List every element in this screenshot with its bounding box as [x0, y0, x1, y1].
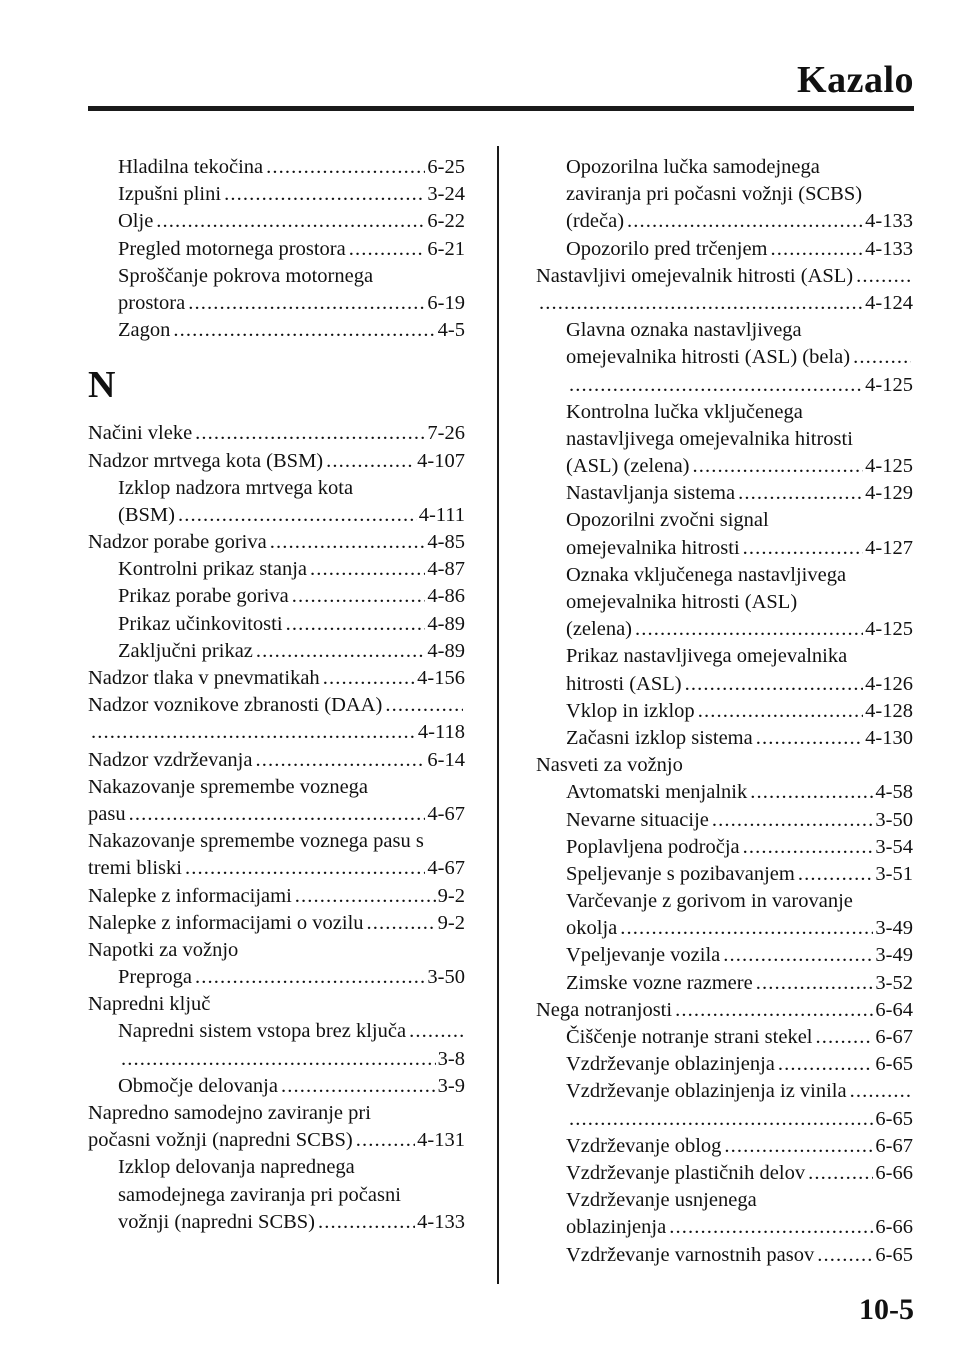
index-entry-text: Vzdrževanje usnjenega: [566, 1189, 757, 1212]
dot-leader: [195, 964, 425, 991]
index-page-ref: 3-51: [875, 862, 913, 885]
index-subentry: [536, 671, 913, 698]
index-entry-text: Nadzor vzdrževanja: [88, 748, 253, 771]
index-subentry: [88, 1209, 465, 1236]
index-entry-text: Nakazovanje spremembe voznega: [88, 775, 369, 798]
index-subentry: [88, 154, 465, 181]
index-entry-text: Nasveti za vožnjo: [536, 754, 683, 777]
index-subentry: [88, 1154, 465, 1181]
index-entry-text: Hladilna tekočina: [118, 156, 264, 178]
index-page-ref: 4-130: [865, 726, 913, 749]
index-subentry: [536, 915, 913, 942]
index-page-ref: 3-49: [875, 917, 913, 940]
dot-leader: [129, 801, 426, 828]
dot-leader: [724, 1133, 873, 1160]
dot-leader: [195, 420, 425, 447]
index-subentry: [536, 589, 913, 616]
index-entry-text: Prikaz nastavljivega omejevalnika: [566, 645, 848, 668]
dot-leader: [539, 290, 863, 317]
index-page-ref: 6-14: [427, 748, 465, 771]
dot-leader: [817, 1242, 873, 1269]
dot-leader: [173, 317, 435, 344]
index-page-ref: 3-9: [437, 1074, 465, 1097]
dot-leader: [91, 719, 416, 746]
index-page-ref: 4-124: [865, 291, 913, 314]
index-subentry: [536, 426, 913, 453]
index-subentry: [536, 1214, 913, 1241]
index-subentry: [536, 535, 913, 562]
index-entry-text: Varčevanje z gorivom in varovanje: [566, 890, 853, 913]
index-entry-text: Vzdrževanje oblazinjenja: [566, 1053, 775, 1076]
dot-leader: [318, 1209, 415, 1236]
index-page-ref: 6-66: [875, 1216, 913, 1239]
index-subentry: [88, 208, 465, 235]
index-entry: [88, 1100, 465, 1127]
index-entry-text: samodejnega zaviranja pri počasni: [118, 1183, 401, 1206]
index-entry: [536, 997, 913, 1024]
index-entry-text: vožnji (napredni SCBS): [118, 1210, 316, 1233]
dot-leader: [255, 747, 425, 774]
index-page-ref: 4-111: [418, 503, 465, 526]
index-subentry: [536, 1024, 913, 1051]
dot-leader: [266, 154, 425, 181]
index-entry-text: Izpušni plini: [118, 183, 222, 206]
index-entry-text: Izklop nadzora mrtvega kota: [118, 476, 354, 499]
index-subentry: [88, 964, 465, 991]
index-entry: [88, 828, 465, 855]
index-subentry: [88, 263, 465, 290]
index-entry-text: hitrosti (ASL): [566, 672, 682, 695]
index-page-ref: 6-21: [427, 237, 465, 260]
index-entry: [88, 719, 465, 746]
index-entry-text: Prikaz učinkovitosti: [118, 612, 283, 635]
index-page-ref: 6-22: [427, 210, 465, 233]
index-entry-text: tremi bliski: [88, 857, 182, 880]
index-page-ref: 4-131: [417, 1129, 465, 1152]
index-entry-text: Opozorilo pred trčenjem: [566, 237, 768, 260]
index-subentry: [88, 236, 465, 263]
index-entry-text: Vzdrževanje oblazinjenja iz vinila: [566, 1080, 847, 1103]
index-subentry: [536, 643, 913, 670]
dot-leader: [185, 855, 425, 882]
index-page-ref: 3-49: [875, 944, 913, 967]
index-entry-text: Vzdrževanje varnostnih pasov: [566, 1243, 815, 1266]
index-subentry: [536, 236, 913, 263]
index-subentry: [536, 372, 913, 399]
index-entry-text: Prikaz porabe goriva: [118, 585, 289, 608]
index-entry-text: počasni vožnji (napredni SCBS): [88, 1129, 353, 1152]
index-subentry: [88, 1182, 465, 1209]
index-entry-text: Nadzor mrtvega kota (BSM): [88, 449, 324, 472]
index-entry-text: Sproščanje pokrova motornega: [118, 264, 374, 287]
index-subentry: [536, 1133, 913, 1160]
index-subentry: [88, 502, 465, 529]
dot-leader: [188, 290, 425, 317]
index-page-ref: 4-128: [865, 699, 913, 722]
index-subentry: [88, 317, 465, 344]
column-divider: [497, 146, 499, 1284]
index-subentry: [536, 779, 913, 806]
index-subentry: [536, 1051, 913, 1078]
index-entry-text: Napredno samodejno zaviranje pri: [88, 1102, 371, 1124]
index-entry-text: Vzdrževanje oblog: [566, 1134, 722, 1157]
dot-leader: [850, 1078, 911, 1105]
index-subentry: [536, 616, 913, 643]
index-entry-text: prostora: [118, 291, 186, 314]
index-subentry: [536, 480, 913, 507]
index-subentry: [536, 1160, 913, 1187]
index-entry: [88, 991, 465, 1018]
index-page-ref: 9-2: [437, 884, 465, 907]
index-subentry: [536, 861, 913, 888]
dot-leader: [750, 779, 873, 806]
index-entry-text: Napredni sistem vstopa brez ključa: [118, 1020, 407, 1043]
index-page-ref: 6-65: [875, 1053, 913, 1076]
index-subentry: [536, 344, 913, 371]
index-entry-text: Kontrolna lučka vključenega: [566, 400, 803, 423]
index-entry: [536, 263, 913, 290]
index-entry-text: Vklop in izklop: [566, 699, 695, 722]
dot-leader: [281, 1073, 436, 1100]
dot-leader: [778, 1051, 874, 1078]
dot-leader: [808, 1160, 873, 1187]
index-entry-text: Izklop delovanja naprednega: [118, 1156, 355, 1179]
index-page-ref: 9-2: [437, 911, 465, 934]
index-subentry: [536, 181, 913, 208]
index-entry-text: Pregled motornega prostora: [118, 237, 346, 260]
index-entry: [88, 937, 465, 964]
index-entry-text: (zelena): [566, 618, 632, 641]
dot-leader: [756, 970, 874, 997]
dot-leader: [156, 208, 425, 235]
index-entry-text: Načini vleke: [88, 422, 193, 445]
index-entry-text: Začasni izklop sistema: [566, 726, 753, 749]
dot-leader: [270, 529, 426, 556]
index-entry-text: Napredni ključ: [88, 993, 211, 1016]
index-subentry: [88, 1046, 465, 1073]
index-entry: [536, 752, 913, 779]
index-subentry: [88, 1018, 465, 1045]
index-entry: [88, 801, 465, 828]
index-subentry: [536, 1078, 913, 1105]
dot-leader: [286, 611, 426, 638]
index-page-ref: 4-87: [427, 558, 465, 581]
index-subentry: [536, 399, 913, 426]
dot-leader: [771, 236, 864, 263]
index-entry: [88, 529, 465, 556]
index-page-ref: 3-24: [427, 183, 465, 206]
index-entry-text: Olje: [118, 210, 154, 233]
index-entry-text: Vpeljevanje vozila: [566, 944, 721, 967]
index-entry-text: Nakazovanje spremembe voznega pasu s: [88, 830, 424, 853]
index-entry-text: omejevalnika hitrosti: [566, 536, 740, 559]
index-entry: [536, 290, 913, 317]
index-entry-text: Oznaka vključenega nastavljivega: [566, 563, 847, 586]
index-entry-text: Nastavljanja sistema: [566, 482, 736, 505]
index-subentry: [536, 453, 913, 480]
dot-leader: [620, 915, 873, 942]
index-page-ref: 4-133: [865, 210, 913, 233]
index-page-ref: 6-19: [427, 291, 465, 314]
index-subentry: [536, 1106, 913, 1133]
index-page-ref: 6-66: [875, 1161, 913, 1184]
index-subentry: [88, 181, 465, 208]
index-letter-heading: N: [88, 364, 116, 407]
index-page-ref: 4-133: [865, 237, 913, 260]
index-subentry: [536, 1242, 913, 1269]
dot-leader: [698, 698, 863, 725]
dot-leader: [635, 616, 863, 643]
index-page-ref: 4-156: [417, 667, 465, 689]
index-subentry: [88, 1073, 465, 1100]
index-entry: [88, 665, 465, 692]
dot-leader: [569, 372, 863, 399]
index-page-ref: 4-89: [427, 612, 465, 635]
index-subentry: [88, 475, 465, 502]
dot-leader: [743, 535, 864, 562]
index-entry: [88, 1127, 465, 1154]
dot-leader: [669, 1214, 873, 1241]
page-number: 10-5: [859, 1293, 914, 1326]
index-entry-text: Kontrolni prikaz stanja: [118, 558, 308, 581]
index-page-ref: 4-125: [865, 455, 913, 478]
index-entry-text: Nadzor porabe goriva: [88, 531, 267, 554]
index-entry-text: Nalepke z informacijami o vozilu: [88, 911, 364, 934]
page-header-title: Kazalo: [797, 59, 914, 101]
index-subentry: [536, 698, 913, 725]
index-entry-text: Opozorilna lučka samodejnega: [566, 156, 820, 178]
dot-leader: [816, 1024, 874, 1051]
index-entry-text: omejevalnika hitrosti (ASL): [566, 591, 798, 613]
index-entry-text: Poplavljena področja: [566, 835, 740, 858]
index-entry-text: nastavljivega omejevalnika hitrosti: [566, 427, 853, 450]
index-entry: [88, 692, 465, 719]
header-rule: [88, 106, 914, 111]
dot-leader: [224, 181, 425, 208]
index-entry: [88, 448, 465, 475]
index-entry-text: Opozorilni zvočni signal: [566, 509, 769, 532]
index-page-ref: 3-50: [427, 966, 465, 989]
index-subentry: [536, 562, 913, 589]
index-page-ref: 4-58: [875, 781, 913, 804]
dot-leader: [295, 883, 436, 910]
index-entry-text: Zimske vozne razmere: [566, 971, 753, 994]
index-entry: [88, 883, 465, 910]
index-entry: [88, 747, 465, 774]
index-page-ref: 6-67: [875, 1134, 913, 1157]
dot-leader: [743, 834, 874, 861]
index-entry: [88, 420, 465, 447]
index-page-ref: 6-67: [875, 1026, 913, 1048]
index-entry-text: (rdeča): [566, 210, 625, 233]
index-entry-text: zaviranja pri počasni vožnji (SCBS): [566, 183, 863, 206]
index-page-ref: 6-25: [427, 156, 465, 178]
index-page-ref: 4-67: [427, 857, 465, 880]
index-entry-text: Zagon: [118, 319, 171, 342]
index-entry-text: Nadzor voznikove zbranosti (DAA): [88, 694, 383, 717]
index-page-ref: 3-54: [875, 835, 913, 858]
dot-leader: [712, 807, 874, 834]
dot-leader: [856, 263, 911, 290]
index-page-ref: 4-126: [865, 672, 913, 695]
index-page-ref: 7-26: [427, 422, 465, 445]
dot-leader: [349, 236, 426, 263]
index-subentry: [536, 888, 913, 915]
dot-leader: [738, 480, 863, 507]
index-entry-text: Območje delovanja: [118, 1074, 278, 1097]
index-entry-text: Nalepke z informacijami: [88, 884, 292, 907]
index-page-ref: 4-129: [865, 482, 913, 505]
dot-leader: [756, 725, 863, 752]
index-page-ref: 4-86: [427, 585, 465, 608]
dot-leader: [121, 1046, 436, 1073]
index-entry-text: (BSM): [118, 503, 175, 526]
index-entry-text: Vzdrževanje plastičnih delov: [566, 1161, 806, 1184]
index-entry-text: omejevalnika hitrosti (ASL) (bela): [566, 346, 851, 369]
dot-leader: [723, 942, 873, 969]
dot-leader: [292, 583, 426, 610]
index-page-ref: 4-85: [427, 531, 465, 554]
index-page-ref: 6-65: [875, 1243, 913, 1266]
index-subentry: [536, 208, 913, 235]
index-page-ref: 6-65: [875, 1107, 913, 1130]
index-subentry: [536, 970, 913, 997]
index-column-right: [536, 154, 913, 1269]
dot-leader: [256, 638, 426, 665]
index-page-ref: 4-125: [865, 618, 913, 641]
index-subentry: [536, 725, 913, 752]
dot-leader: [323, 665, 415, 692]
dot-leader: [385, 692, 463, 719]
dot-leader: [675, 997, 873, 1024]
index-subentry: [88, 556, 465, 583]
dot-leader: [356, 1127, 415, 1154]
index-entry: [88, 910, 465, 937]
dot-leader: [693, 453, 864, 480]
index-page-ref: 4-125: [865, 373, 913, 396]
index-subentry: [536, 317, 913, 344]
index-entry-text: okolja: [566, 917, 618, 940]
index-entry-text: Nevarne situacije: [566, 808, 709, 831]
dot-leader: [367, 910, 436, 937]
index-subentry: [88, 611, 465, 638]
index-page-ref: 4-67: [427, 802, 465, 825]
index-page-ref: 6-64: [875, 998, 913, 1021]
index-entry-text: (ASL) (zelena): [566, 455, 690, 478]
dot-leader: [310, 556, 425, 583]
dot-leader: [409, 1018, 463, 1045]
index-subentry: [536, 507, 913, 534]
index-entry-text: Nadzor tlaka v pnevmatikah: [88, 667, 320, 689]
index-page-ref: 3-50: [875, 808, 913, 831]
index-column-left: [88, 154, 465, 1236]
index-page-ref: 3-8: [437, 1047, 465, 1070]
index-entry-text: Nega notranjosti: [536, 998, 673, 1021]
dot-leader: [685, 671, 864, 698]
index-entry: [88, 855, 465, 882]
index-page-ref: 4-133: [417, 1210, 465, 1233]
dot-leader: [178, 502, 417, 529]
dot-leader: [853, 344, 911, 371]
index-entry-text: Avtomatski menjalnik: [566, 781, 748, 804]
index-subentry: [536, 942, 913, 969]
index-page-ref: 4-107: [417, 449, 465, 472]
index-entry-text: Napotki za vožnjo: [88, 938, 239, 961]
index-subentry: [536, 154, 913, 181]
index-entry: [88, 774, 465, 801]
index-entry-text: Čiščenje notranje strani stekel: [566, 1026, 813, 1048]
index-subentry: [88, 290, 465, 317]
index-subentry: [536, 834, 913, 861]
index-entry-text: Speljevanje s pozibavanjem: [566, 862, 795, 885]
index-entry-text: Glavna oznaka nastavljivega: [566, 319, 802, 342]
dot-leader: [627, 208, 863, 235]
index-subentry: [88, 583, 465, 610]
index-page-ref: 4-5: [437, 319, 465, 342]
index-entry-text: Preproga: [118, 966, 193, 989]
index-subentry: [536, 1187, 913, 1214]
index-page-ref: 4-118: [417, 721, 465, 744]
index-entry-text: oblazinjenja: [566, 1216, 667, 1239]
index-entry-text: Zaključni prikaz: [118, 639, 253, 662]
index-page-ref: 3-52: [875, 971, 913, 994]
dot-leader: [326, 448, 415, 475]
dot-leader: [569, 1106, 873, 1133]
index-page-ref: 4-127: [865, 536, 913, 559]
index-entry-text: pasu: [88, 802, 126, 825]
index-subentry: [536, 807, 913, 834]
index-page-ref: 4-89: [427, 639, 465, 662]
index-subentry: [88, 638, 465, 665]
index-entry-text: Nastavljivi omejevalnik hitrosti (ASL): [536, 264, 854, 287]
dot-leader: [798, 861, 874, 888]
